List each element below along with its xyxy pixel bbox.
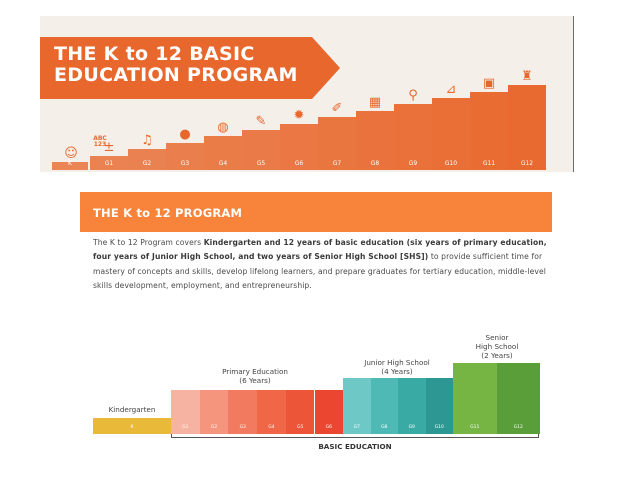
grade-step-g12 [508,85,546,170]
shs-label-line3: (2 Years) [481,351,513,360]
kindergarten-label: Kindergarten [108,405,156,414]
description-rest: to provide sufficient time for mastery of concepts and skills, develop lifelong learners, and prepare graduates for tertiary education, middle-level skills development, employment, and entrepreneurship. [93,252,546,290]
grade-cell-label: G1 [182,425,189,430]
grade-cell-label: G8 [381,425,388,430]
grade-step-label: G6 [294,160,304,167]
shs-cell-g12 [497,363,541,434]
bracket-left-tick [171,434,172,438]
grade-step-label: G12 [520,160,534,167]
sun-icon: ✹ [293,107,305,123]
bag-icon: ▣ [482,75,496,91]
grade-cell-label: G7 [353,425,360,430]
banner-title-line1: THE K to 12 BASIC [54,43,255,65]
primary-label-line2: (6 Years) [239,376,271,385]
section-title: THE K to 12 PROGRAM [93,206,243,220]
banner-title [54,44,298,86]
k12-banner [40,16,574,172]
graduate-icon: ♜ [521,69,533,85]
grade-step-label: K [68,160,72,167]
math-operators-icon: ± [103,139,115,155]
description-bold: Kindergarten and 12 years of basic education (six years of primary education, four years of Junior High School, and two years of Senior High School [SHS]) [93,238,547,262]
grade-step-label: G3 [180,160,190,167]
grade-cell-label: G6 [325,425,333,430]
grade-step-g11 [470,92,508,170]
grade-cell-label: G2 [210,425,218,430]
speech-bubble-icon: ✎ [255,114,267,129]
bracket-right-tick [538,434,539,438]
grade-step-label: G2 [142,160,152,167]
grade-cell-label: G5 [296,425,304,430]
shs-cell-g11 [453,363,497,434]
grade-step-label: G8 [370,160,380,167]
banner-title-line2: EDUCATION PROGRAM [54,64,298,86]
grade-cell-label: G3 [239,425,246,430]
ball-icon: ● [179,126,191,142]
grade-cell-label: G10 [434,425,444,430]
grade-cell-label: G9 [408,425,415,430]
grade-cell-label: G12 [513,425,523,430]
calculator-icon: ▦ [368,94,382,110]
microscope-icon: ⚲ [408,88,418,104]
description-intro: The K to 12 Program covers [93,238,204,247]
abc-text: ABC 123 [93,135,107,148]
grade-step-label: G5 [256,160,266,167]
shs-label-line2: High School [475,342,519,351]
grade-step-label: G4 [218,160,228,167]
grade-cell-label: G11 [470,425,480,430]
grade-step-label: G11 [482,160,496,167]
pencil-icon: ✐ [331,101,343,117]
basic-education-bracket [171,437,538,438]
grade-step-label: G7 [332,160,342,167]
shs-label [454,333,540,360]
globe-icon: ◍ [217,120,229,136]
basic-education-label: BASIC EDUCATION [318,442,392,451]
jhs-label [340,358,454,376]
program-description [93,236,548,293]
primary-label-line1: Primary Education [222,367,288,376]
grade-step-label: G9 [408,160,418,167]
graph-icon: ⊿ [445,82,457,97]
primary-label [190,367,320,385]
grade-step-label: G10 [444,160,458,167]
grade-cell-label: G4 [268,425,275,430]
shs-label-line1: Senior [485,333,509,342]
jhs-label-line1: Junior High School [364,358,430,367]
grade-cell-label: K [130,425,134,430]
music-note-icon: ♫ [141,133,153,149]
jhs-label-line2: (4 Years) [381,367,413,376]
kid-with-abc-icon: ☺ [64,146,78,161]
grade-step-label: G1 [104,160,114,167]
